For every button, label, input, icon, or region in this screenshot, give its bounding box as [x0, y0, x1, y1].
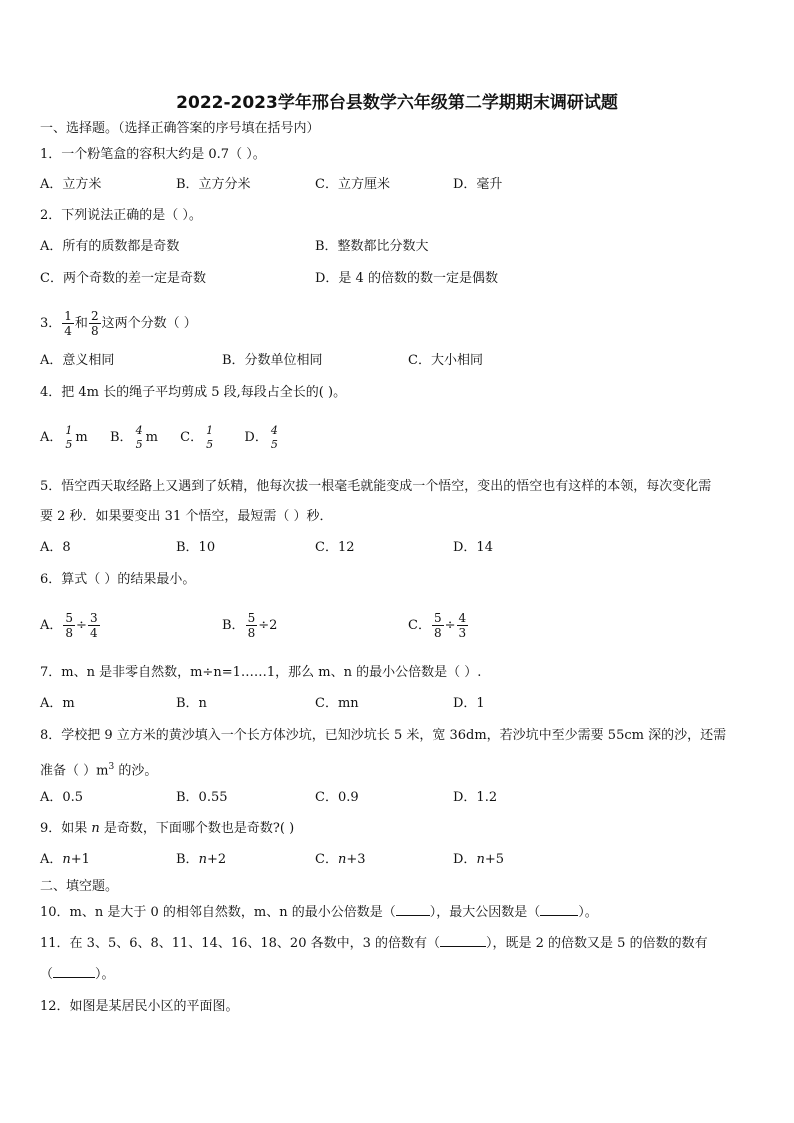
fraction-two-eighths: $\frac{2}{8}$: [90, 309, 99, 338]
question-2: 2．下列说法正确的是（ ）。: [40, 208, 202, 223]
q9-option-b: B．n+2: [176, 852, 227, 867]
q7-option-c: C．mn: [315, 696, 359, 711]
q9-option-d: D．n+5: [453, 852, 504, 867]
q1-option-b: B．立方分米: [176, 177, 251, 192]
q8-option-a: A．0.5: [40, 790, 84, 805]
q2-option-b: B．整数都比分数大: [315, 239, 429, 254]
q3-option-b: B．分数单位相同: [222, 353, 323, 368]
q5-option-d: D．14: [453, 540, 493, 555]
q6-option-c: C． $\frac{5}{8}$ ÷ $\frac{4}{3}$: [408, 611, 467, 640]
question-8-line-1: 8．学校把 9 立方米的黄沙填入一个长方体沙坑，已知沙坑长 5 米，宽 36dm，若沙坑中至少需要 55cm 深的沙，还需: [40, 728, 727, 743]
question-5-line-2: 要 2 秒．如果要变出 31 个悟空，最短需（ ）秒．: [40, 509, 333, 524]
q8-option-d: D．1.2: [453, 790, 498, 805]
question-11-line-2: （ ）。: [40, 967, 115, 982]
section-heading-fill-in: 二、填空题。: [40, 879, 119, 894]
page-title: 2022-2023学年邢台县数学六年级第二学期期末调研试题: [176, 93, 618, 113]
q1-option-d: D．毫升: [453, 177, 503, 192]
question-8-line-2: 准备（ ）$m^3$ 的沙。: [40, 762, 158, 779]
q1-option-a: A．立方米: [40, 177, 102, 192]
q2-option-a: A．所有的质数都是奇数: [40, 239, 180, 254]
q8-option-c: C．0.9: [315, 790, 359, 805]
q2-option-d: D．是 4 的倍数的数一定是偶数: [315, 271, 498, 286]
question-10: 10．m、n 是大于 0 的相邻自然数，m、n 的最小公倍数是（ ），最大公因数是（ ）。: [40, 905, 598, 920]
answer-blank[interactable]: [440, 946, 486, 947]
q7-option-a: A．m: [40, 696, 75, 711]
q4-option-d: D． 4 5: [244, 423, 278, 451]
q5-option-c: C．12: [315, 540, 355, 555]
section-heading-choice: 一、选择题。（选择正确答案的序号填在括号内）: [40, 121, 320, 136]
q7-option-d: D．1: [453, 696, 485, 711]
q8-option-b: B．0.55: [176, 790, 228, 805]
q5-option-a: A．8: [40, 540, 71, 555]
question-3: 3． $\frac{1}{4}$ 和 $\frac{2}{8}$ 这两个分数（ ）: [40, 309, 197, 338]
question-5-line-1: 5．悟空西天取经路上又遇到了妖精，他每次拔一根毫毛就能变成一个悟空，变出的悟空也有这样的本领，每次变化需: [40, 479, 712, 494]
question-12: 12．如图是某居民小区的平面图。: [40, 999, 239, 1014]
q1-option-c: C．立方厘米: [315, 177, 390, 192]
answer-blank[interactable]: [540, 915, 578, 916]
q4-option-c: C． 1 5: [180, 423, 214, 451]
q4-option-b: B． 4 5 m: [110, 423, 158, 451]
q6-option-a: A． $\frac{5}{8}$ ÷ $\frac{3}{4}$: [40, 611, 98, 640]
question-7: 7．m、n 是非零自然数，m÷n=1……1，那么 m、n 的最小公倍数是（ ）.: [40, 665, 482, 680]
q3-option-a: A．意义相同: [40, 353, 115, 368]
answer-blank[interactable]: [53, 977, 95, 978]
question-11-line-1: 11．在 3、5、6、8、11、14、16、18、20 各数中，3 的倍数有（ ），既是 2 的倍数又是 5 的倍数的数有: [40, 936, 708, 951]
question-9: 9．如果 n 是奇数，下面哪个数也是奇数?( ): [40, 821, 295, 836]
q9-option-a: A．n+1: [40, 852, 90, 867]
q2-option-c: C．两个奇数的差一定是奇数: [40, 271, 206, 286]
answer-blank[interactable]: [396, 915, 430, 916]
q9-option-c: C．n+3: [315, 852, 366, 867]
fraction-one-quarter: $\frac{1}{4}$: [64, 309, 72, 338]
q4-option-a: A． 1 5 m: [40, 423, 88, 451]
question-6: 6．算式（ ）的结果最小。: [40, 572, 196, 587]
q4-options: [40, 421, 281, 455]
q5-option-b: B．10: [176, 540, 216, 555]
q6-option-b: B． $\frac{5}{8}$ ÷2: [222, 611, 278, 640]
q7-option-b: B．n: [176, 696, 207, 711]
q3-option-c: C．大小相同: [408, 353, 483, 368]
question-4: 4．把 4m 长的绳子平均剪成 5 段,每段占全长的( )。: [40, 385, 347, 400]
question-1: 1．一个粉笔盒的容积大约是 0.7（ ）。: [40, 147, 266, 162]
